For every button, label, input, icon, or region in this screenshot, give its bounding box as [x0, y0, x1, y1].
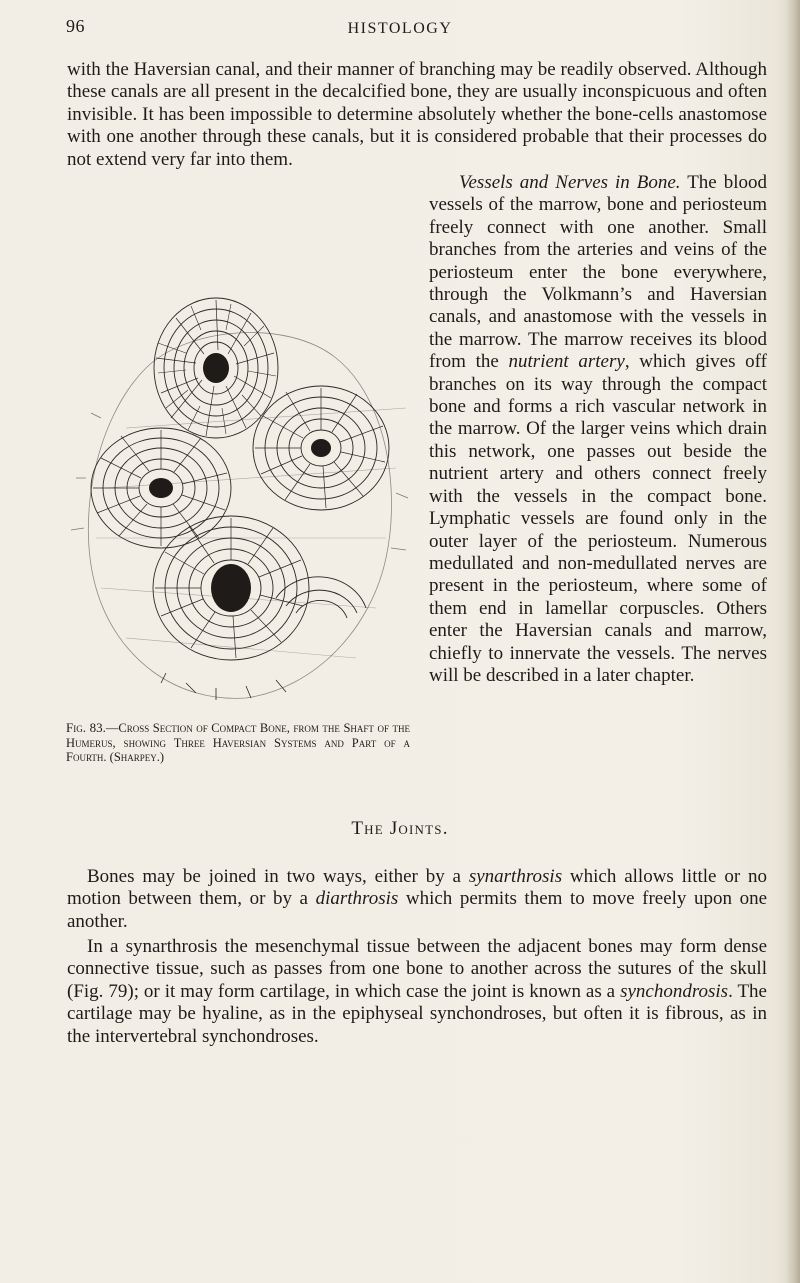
joints-text-c: which permits them to move freely upon one another. — [67, 888, 768, 932]
term-diarthrosis: diarthrosis — [315, 888, 399, 910]
bone-lamellae-drawing — [71, 298, 408, 700]
paragraph-synarthrosis — [67, 936, 767, 1048]
haversian-system-partial — [276, 577, 366, 618]
figure-caption-text: —Cross Section of Compact Bone, from the Shaft of the Humerus, showing Three Haversian Systems and Part of a Fourth. (Sharpey.) — [66, 721, 410, 764]
haversian-system-3 — [253, 386, 389, 510]
paragraph-haversian-canals: with the Haversian canal, and their manner of branching may be readily observed. Although these canals are all present in the decalcified bone, they are usually inconspicuous and often invisible. It has been impossible to determine absolutely whether the bone-cells anastomose with one another through these canals, but it is considered probable that their processes do not extend very far into them. — [67, 59, 767, 170]
joints-text-a: Bones may be joined in two ways, either by a — [87, 866, 469, 887]
term-synarthrosis: synarthrosis — [468, 866, 563, 887]
joints-text-b: which allows little or no motion between them, or by a — [67, 866, 767, 910]
figure-caption-label: Fig. 83. — [66, 720, 106, 735]
page-number: 96 — [66, 16, 85, 36]
synarthrosis-text-a: In a synarthrosis the mesenchymal tissue between the adjacent bones may form dense connective tissue, such as passes from one bone to another across the sutures of the skull (Fig. 79); or it may form cartilage, in which case the joint is known as a — [67, 936, 767, 1002]
section-heading-joints — [0, 818, 800, 840]
section-title-vessels-nerves: Vessels and Nerves in Bone. — [459, 172, 681, 193]
synarthrosis-text-b: . The cartilage may be hyaline, as in the epiphyseal synchondroses, but often it is fibrous, as in the intervertebral synchondroses. — [67, 980, 767, 1047]
figure-caption — [66, 721, 410, 765]
page-edge-shadow — [786, 0, 800, 1283]
term-nutrient-artery: nutrient artery — [508, 351, 625, 373]
paragraph-joint-types — [67, 866, 767, 933]
running-head: HISTOLOGY — [347, 20, 453, 37]
vessels-text-a: The blood vessels of the marrow, bone and periosteum freely connect with one another. Small branches from the arteries and veins of the periosteum enter the bone everywhere, through the Volkmann’s and Haversian canals, and anastomose with the vessels in the marrow. The marrow receives its blood from the — [429, 172, 767, 373]
haversian-system-1 — [154, 298, 278, 438]
term-synchondrosis: synchondrosis — [620, 980, 729, 1002]
section-heading-text: The Joints. — [351, 818, 449, 839]
figure-bone-cross-section — [66, 288, 411, 708]
vessels-text-b: , which gives off branches on its way through the compact bone and forms a rich vascular network in the marrow. Of the larger veins which drain this network, one passes out beside the nutrient artery and others connect freely with the vessels in the compact bone. Lymphatic vessels are found only in the outer layer of the periosteum. Numerous medullated and non-medullated nerves are present in the periosteum, where some of them end in lamellar corpuscles. Others enter the Haversian canals and marrow, chiefly to innervate the vessels. The nerves will be described in a later chapter. — [429, 351, 767, 686]
